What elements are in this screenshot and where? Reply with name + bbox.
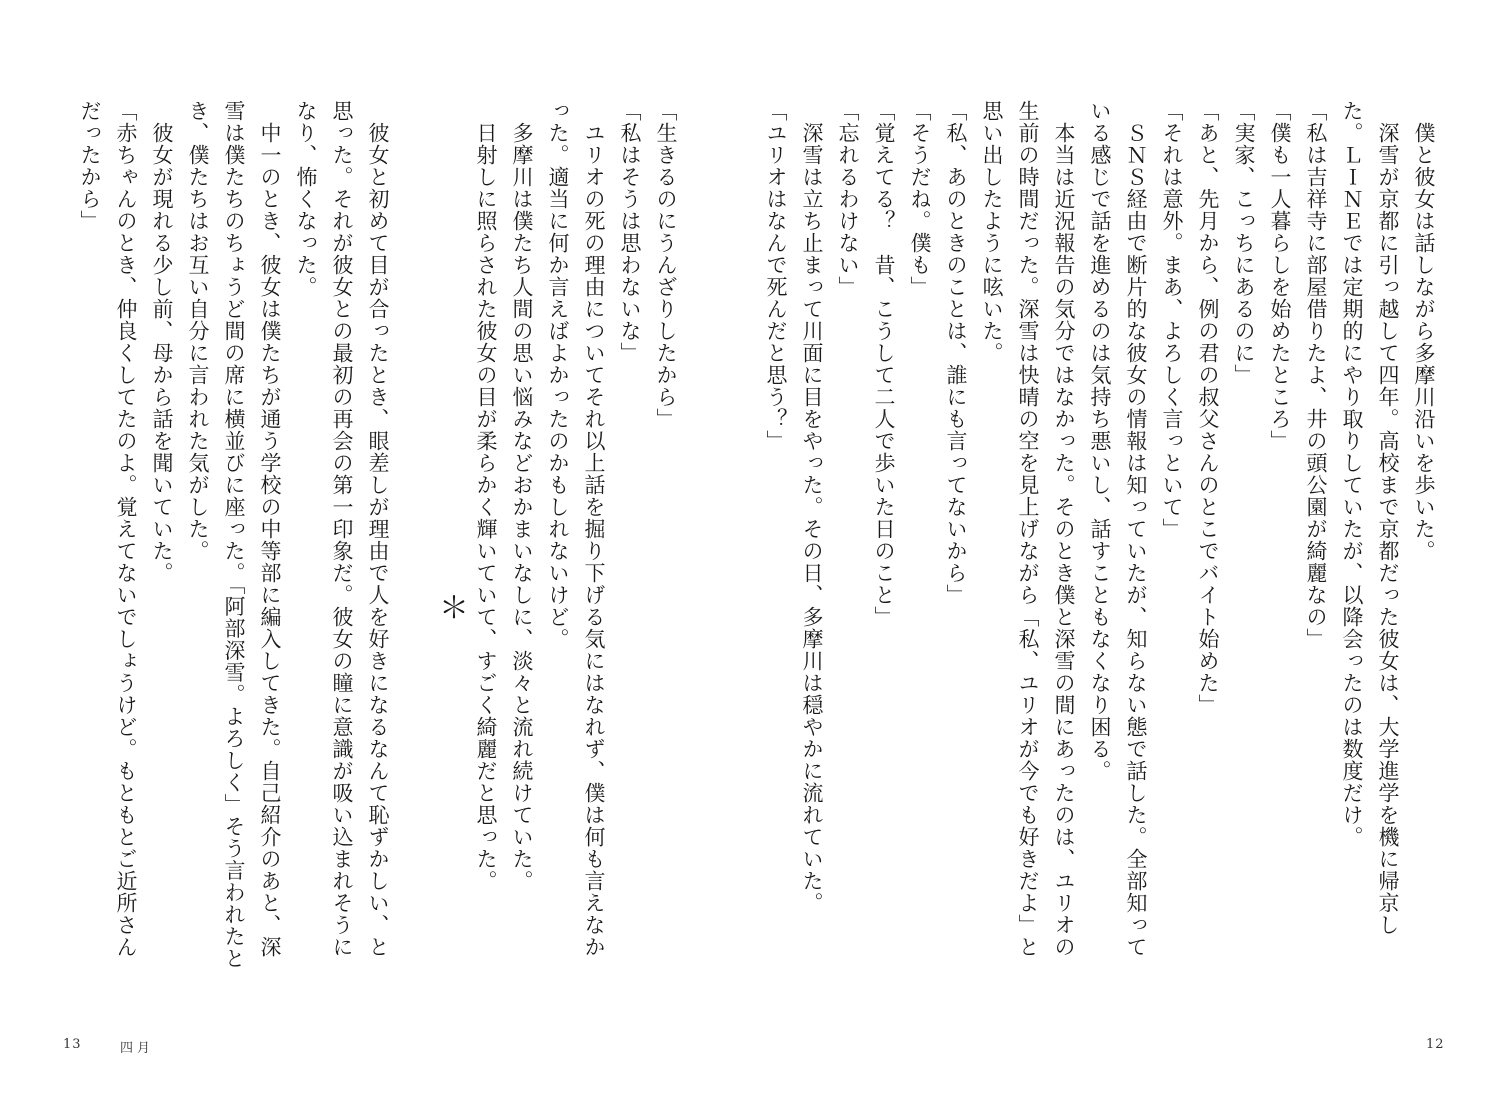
- page-number: 13: [63, 1037, 82, 1052]
- paragraph: 本当は近況報告の気分ではなかった。そのとき僕と深雪の間にあったのは、ユリオの生前の時間だった。深雪は快晴の空を見上げながら「私、ユリオが今でも好きだよ」と思い出したように呟いた。: [980, 100, 1076, 958]
- right-page-body: [764, 100, 1442, 970]
- paragraph: ＳＮＳ経由で断片的な彼女の情報は知っていたが、知らない態で話した。全部知っている感じで話を進めるのは気持ち悪いし、話すこともなくなり困る。: [1088, 100, 1148, 958]
- paragraph: ユリオの死の理由についてそれ以上話を掘り下げる気にはなれず、僕は何も言えなかった。適当に何か言えばよかったのかもしれないけど。: [546, 100, 606, 958]
- left-page-body: [44, 100, 684, 970]
- paragraph: 「私、あのときのことは、誰にも言ってないから」: [944, 100, 968, 606]
- page-number: 12: [1426, 1037, 1445, 1052]
- paragraph: 「実家、こっちにあるのに」: [1232, 100, 1256, 386]
- paragraph: 深雪が京都に引っ越して四年。高校まで京都だった彼女は、大学進学を機に帰京した。ＬＩＮＥでは定期的にやり取りしていたが、以降会ったのは数度だけ。: [1340, 100, 1400, 936]
- paragraph: 彼女と初めて目が合ったとき、眼差しが理由で人を好きになるなんて恥ずかしい、と思った。それが彼女との最初の再会の第一印象だ。彼女の瞳に意識が吸い込まれそうになり、怖くなった。: [294, 100, 390, 958]
- paragraph: 「そうだね。僕も」: [908, 100, 932, 298]
- paragraph: 多摩川は僕たち人間の思い悩みなどおかまいなしに、淡々と流れ続けていた。: [510, 100, 534, 892]
- paragraph: 「あと、先月から、例の君の叔父さんのとこでバイト始めた」: [1196, 100, 1220, 716]
- paragraph: 「忘れるわけない」: [836, 100, 860, 298]
- paragraph: 「生きるのにうんざりしたから」: [654, 100, 678, 430]
- paragraph: 僕と彼女は話しながら多摩川沿いを歩いた。: [1412, 100, 1436, 562]
- paragraph: 「それは意外。まあ、よろしく言っといて」: [1160, 100, 1184, 540]
- paragraph: 「覚えてる？ 昔、こうして二人で歩いた日のこと」: [872, 100, 896, 628]
- paragraph: 「僕も一人暮らしを始めたところ」: [1268, 100, 1292, 452]
- paragraph: 中一のとき、彼女は僕たちが通う学校の中等部に編入してきた。自己紹介のあと、深雪は僕たちのちょうど間の席に横並びに座った。「阿部深雪。よろしく」そう言われたとき、僕たちはお互い自分に言われた気がした。: [186, 100, 282, 970]
- right-page: [750, 0, 1500, 1102]
- paragraph: 「赤ちゃんのとき、仲良くしてたのよ。覚えてないでしょうけど。もともとご近所さんだったから」: [78, 100, 138, 958]
- paragraph: 「私は吉祥寺に部屋借りたよ、井の頭公園が綺麗なの」: [1304, 100, 1328, 650]
- paragraph: 深雪は立ち止まって川面に目をやった。その日、多摩川は穏やかに流れていた。: [800, 100, 824, 914]
- running-title: 四月: [120, 1041, 155, 1056]
- paragraph: 「ユリオはなんで死んだと思う？」: [764, 100, 788, 452]
- paragraph: 彼女が現れる少し前、母から話を聞いていた。: [150, 100, 174, 584]
- paragraph: 「私はそうは思わないな」: [618, 100, 642, 364]
- paragraph: 日射しに照らされた彼女の目が柔らかく輝いていて、すごく綺麗だと思った。: [474, 100, 498, 892]
- section-separator: ＊: [433, 592, 468, 623]
